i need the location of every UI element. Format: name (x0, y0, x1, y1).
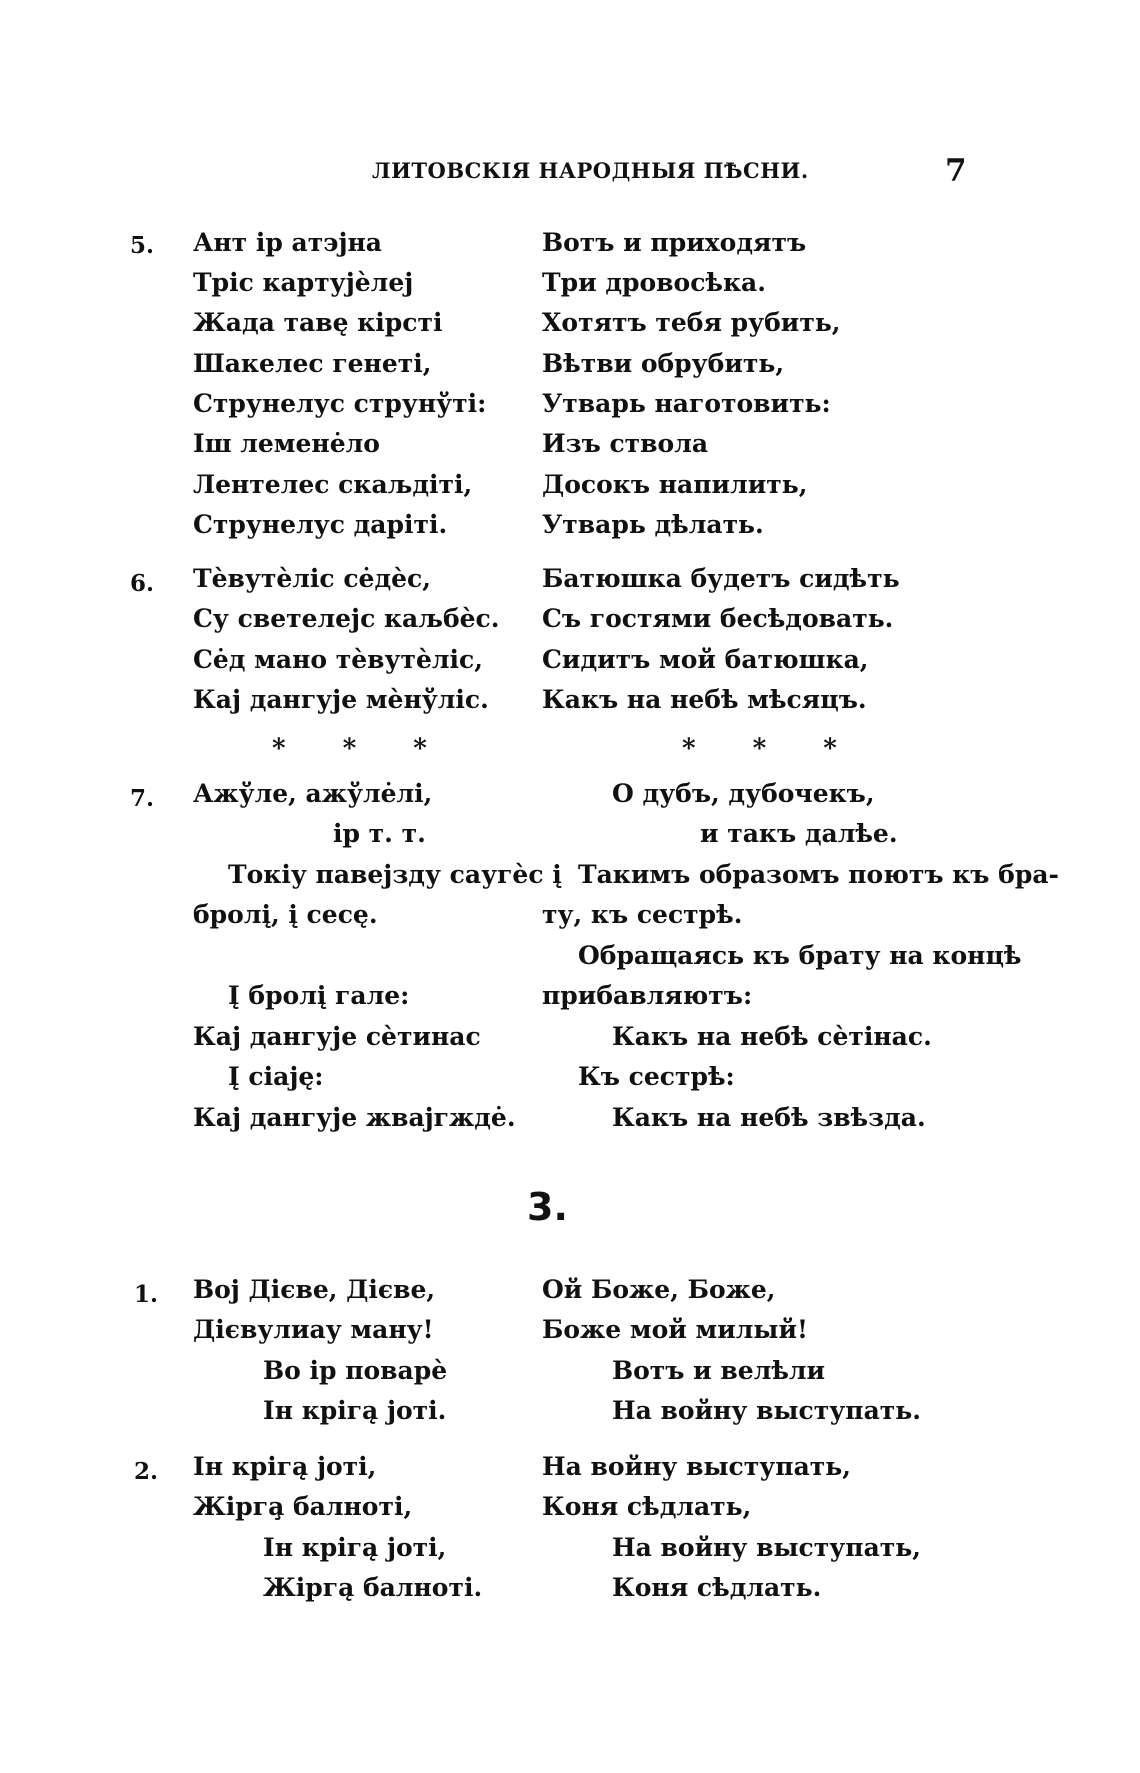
lt-line: Ін крігą јоті, (193, 1452, 377, 1481)
lt-line: Се̇д мано тѐвутѐліс, (193, 645, 483, 674)
lt-line: Į сіајę: (228, 1062, 324, 1091)
ru-line: Изъ ствола (542, 429, 709, 458)
ru-line: Обращаясь къ брату на концѣ (578, 941, 1022, 970)
lt-line: Су светелејс каљбѐс. (193, 604, 500, 633)
ru-line: прибавляютъ: (542, 981, 753, 1010)
ru-line: На войну выступать, (612, 1533, 921, 1562)
ru-line: Коня сѣдлать. (612, 1573, 822, 1602)
verse-number: 2. (134, 1458, 159, 1485)
ru-line: Вотъ и приходятъ (542, 228, 807, 257)
lt-line: Кај дангује мѐнўліс. (193, 685, 489, 714)
lt-line: Шакелес генеті, (193, 349, 432, 378)
running-header: ЛИТОВСКІЯ НАРОДНЫЯ ПѢСНИ. (372, 158, 809, 183)
ru-line: Сидитъ мой батюшка, (542, 645, 869, 674)
ru-line: О дубъ, дубочекъ, (612, 779, 875, 808)
ru-line: Утварь наготовить: (542, 389, 831, 418)
ru-line: Какъ на небѣ мѣсяцъ. (542, 685, 867, 714)
lt-line: Кај дангује жвајгжде̇. (193, 1103, 516, 1132)
ru-line: Ой Боже, Боже, (542, 1275, 776, 1304)
ru-line: Хотятъ тебя рубить, (542, 308, 841, 337)
ru-line: Боже мой милый! (542, 1315, 808, 1344)
lt-line: Іш лемене̇ло (193, 429, 380, 458)
ru-line: Вотъ и велѣли (612, 1356, 826, 1385)
ru-line: Такимъ образомъ поютъ къ бра- (578, 860, 1059, 889)
ru-line: Какъ на небѣ звѣзда. (612, 1103, 926, 1132)
verse-number: 5. (130, 232, 155, 259)
lt-line: Кај дангује сѐтинас (193, 1022, 481, 1051)
lt-line: Струнелус даріті. (193, 510, 448, 539)
lt-line: Во ір поварѐ (263, 1356, 448, 1385)
ru-line: Досокъ напилить, (542, 470, 808, 499)
ru-line: Коня сѣдлать, (542, 1492, 752, 1521)
lt-line: Жада тавę кірсті (193, 308, 443, 337)
ru-line: ту, къ сестрѣ. (542, 900, 743, 929)
verse-number: 7. (130, 785, 155, 812)
lt-line: Жіргą балноті. (263, 1573, 483, 1602)
lt-line: Воj Дієве, Дієве, (193, 1275, 436, 1304)
lt-line: Тѐвутѐліс се̇дѐс, (193, 564, 431, 593)
lt-line: Ажўле, ажўле̇лі, (193, 779, 433, 808)
lt-line: Ін крігą јоті. (263, 1396, 447, 1425)
lt-line: Ант ір атэјна (193, 228, 382, 257)
asterism-divider: * * * (272, 734, 451, 764)
lt-line: бролį, į сесę. (193, 900, 378, 929)
verse-number: 1. (134, 1281, 159, 1308)
ru-line: Батюшка будетъ сидѣть (542, 564, 900, 593)
lt-line: Струнелус струнўті: (193, 389, 487, 418)
song-number: 3. (527, 1185, 568, 1229)
asterism-divider: * * * (682, 734, 861, 764)
verse-number: 6. (130, 570, 155, 597)
lt-line: ір т. т. (333, 819, 426, 848)
ru-line: На войну выступать, (542, 1452, 851, 1481)
ru-line: Съ гостями бесѣдовать. (542, 604, 894, 633)
ru-line: Вѣтви обрубить, (542, 349, 785, 378)
ru-line: Утварь дѣлать. (542, 510, 764, 539)
page-number: 7 (945, 153, 967, 189)
lt-line: Токіу павејзду саугѐс į (228, 860, 562, 889)
ru-line: и такъ далѣе. (700, 819, 898, 848)
lt-line: Дієвулиау ману! (193, 1315, 434, 1344)
lt-line: Тріс картујѐлеј (193, 268, 414, 297)
lt-line: Ін крігą јоті, (263, 1533, 447, 1562)
lt-line: Лентелес скаљдіті, (193, 470, 473, 499)
ru-line: Къ сестрѣ: (578, 1062, 735, 1091)
ru-line: Три дровосѣка. (542, 268, 766, 297)
lt-line: Жірга̧ балноті, (193, 1492, 413, 1521)
ru-line: Какъ на небѣ сѐтінас. (612, 1022, 932, 1051)
lt-line: Į бролį гале: (228, 981, 410, 1010)
ru-line: На войну выступать. (612, 1396, 921, 1425)
